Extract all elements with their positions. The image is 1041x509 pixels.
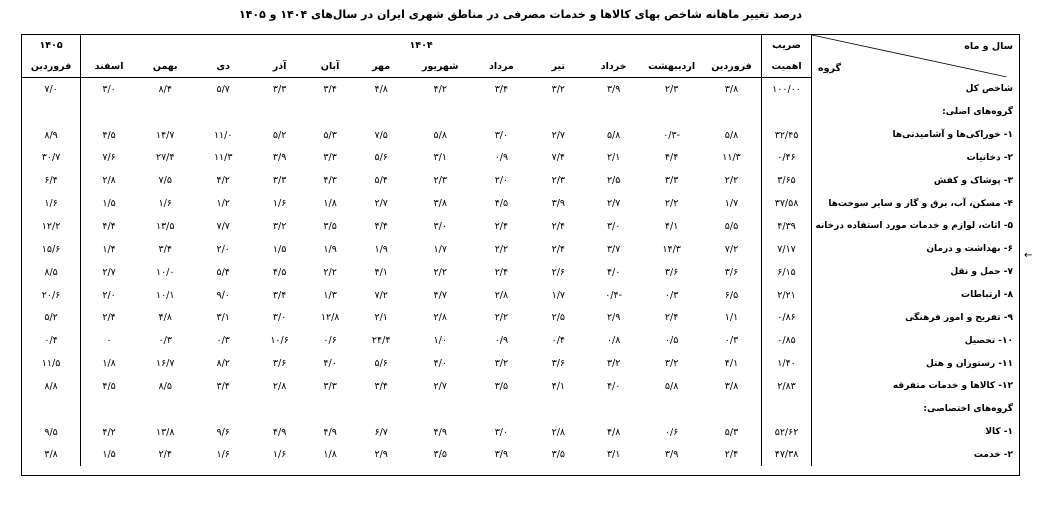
- value-cell: ۳/۳: [272, 175, 287, 187]
- value-cell: ۶/۷: [374, 426, 388, 438]
- value-cell: ۱/۸: [323, 449, 337, 461]
- value-cell: ۷/۲: [724, 243, 739, 255]
- month-header: فروردین: [702, 56, 762, 78]
- value-1405-cell: ۰/۴: [44, 335, 58, 347]
- value-cell: ۰/۳: [664, 289, 679, 301]
- value-cell: ۱۰/۰: [155, 266, 175, 278]
- value-cell: ۰/۶: [664, 426, 679, 438]
- value-cell: ۸/۴: [158, 83, 172, 95]
- value-cell: [253, 398, 306, 421]
- table-row: [22, 306, 1019, 329]
- value-cell: [531, 398, 586, 421]
- value-cell: ۲/۸: [81, 169, 137, 192]
- value-1405-cell: [22, 398, 81, 421]
- value-cell: ۲/۳: [664, 83, 679, 95]
- row-label: ۱- کالا: [812, 421, 1019, 444]
- value-cell: ۴/۵: [81, 375, 137, 398]
- value-cell: ۵/۸: [606, 129, 621, 141]
- table-row: [22, 192, 1019, 215]
- value-cell: [354, 101, 408, 124]
- table-row: [22, 215, 1019, 238]
- group-heading-row: [22, 398, 1019, 421]
- value-cell: ۳/۰: [272, 312, 287, 324]
- table-row: [22, 375, 1019, 398]
- value-cell: ۲/۱: [606, 152, 621, 164]
- month-header: دی: [193, 56, 253, 78]
- value-cell: ۷/۴: [551, 152, 566, 164]
- row-label: ۶- بهداشت و درمان: [812, 238, 1019, 261]
- value-cell: ۳/۴: [272, 289, 287, 301]
- value-cell: ۰/۳: [158, 335, 172, 347]
- value-cell: ۴/۴: [81, 215, 137, 238]
- value-cell: ۲/۹: [606, 312, 621, 324]
- corner-label-group: گروه: [818, 62, 841, 74]
- value-cell: ۱۳/۵: [155, 220, 175, 232]
- value-cell: [137, 398, 193, 421]
- value-cell: [408, 398, 472, 421]
- value-cell: ۱/۷: [551, 289, 566, 301]
- month-header: اسفند: [81, 56, 137, 78]
- weight-cell: ۰/۸۶: [762, 306, 812, 329]
- value-cell: ۳/۳: [272, 83, 287, 95]
- value-cell: ۳/۲: [272, 220, 287, 232]
- value-cell: ۱۲/۸: [320, 312, 340, 324]
- value-cell: ۳/۵: [323, 220, 337, 232]
- value-cell: ۱/۴: [81, 238, 137, 261]
- value-cell: ۴/۹: [323, 426, 337, 438]
- value-cell: ۴/۰: [606, 380, 621, 392]
- value-cell: ۴/۹: [433, 426, 447, 438]
- corner-header-cell: [812, 35, 1019, 78]
- weight-cell: ۰/۴۶: [762, 147, 812, 170]
- weight-header: ضریب: [762, 35, 812, 56]
- row-label: ۱۱- رستوران و هتل: [812, 352, 1019, 375]
- value-cell: ۳/۸: [433, 198, 447, 210]
- value-cell: ۴/۷: [433, 289, 447, 301]
- value-cell: ۳/۳: [323, 380, 337, 392]
- row-label: ۱۰- تحصیل: [812, 329, 1019, 352]
- value-cell: ۱۱/۳: [213, 152, 233, 164]
- value-cell: ۵/۸: [724, 129, 739, 141]
- row-label: ۳- پوشاک و کفش: [812, 169, 1019, 192]
- value-cell: ۰/۹: [494, 152, 509, 164]
- value-cell: ۴/۱: [724, 358, 739, 370]
- weight-cell: ۲/۲۱: [762, 284, 812, 307]
- value-cell: ۳/۳: [664, 175, 679, 187]
- value-cell: ۴/۲: [81, 421, 137, 444]
- value-cell: ۴/۱: [664, 220, 679, 232]
- value-cell: ۳/۴: [494, 83, 509, 95]
- table-row: [22, 421, 1019, 444]
- value-cell: ۲/۷: [551, 129, 566, 141]
- corner-label-year-month: سال و ماه: [964, 41, 1013, 52]
- value-cell: ۲/۸: [433, 312, 447, 324]
- value-cell: ۷/۶: [81, 147, 137, 170]
- group-heading: گروه‌های اختصاصی:: [812, 398, 1019, 421]
- value-cell: ۱/۸: [323, 198, 337, 210]
- value-cell: ۱/۷: [433, 243, 447, 255]
- weight-cell: ۱۰۰/۰۰: [762, 78, 812, 101]
- value-cell: ۳/۶: [664, 266, 679, 278]
- value-cell: ۳/۶: [551, 358, 566, 370]
- table-row: [22, 169, 1019, 192]
- group-heading-row: [22, 101, 1019, 124]
- value-cell: [472, 101, 531, 124]
- value-cell: ۵/۳: [323, 129, 337, 141]
- value-cell: ۳/۱: [433, 152, 447, 164]
- value-cell: ۷/۵: [374, 129, 388, 141]
- weight-cell: ۷/۱۷: [762, 238, 812, 261]
- cpi-table-frame: [21, 34, 1020, 476]
- value-1405-cell: ۷/۰: [44, 83, 58, 95]
- value-cell: ۱/۶: [216, 449, 230, 461]
- value-cell: ۳/۰: [433, 220, 447, 232]
- value-cell: ۲/۳: [433, 175, 447, 187]
- value-cell: ۳/۲: [494, 358, 509, 370]
- value-cell: ۳/۲: [664, 358, 679, 370]
- value-cell: ۳/۹: [551, 198, 566, 210]
- weight-cell: [762, 398, 812, 421]
- row-label: ۱۲- کالاها و خدمات متفرقه: [812, 375, 1019, 398]
- group-heading: گروه‌های اصلی:: [812, 101, 1019, 124]
- value-cell: ۴/۴: [664, 152, 679, 164]
- value-cell: ۵/۸: [664, 380, 679, 392]
- value-cell: ۱۶/۷: [155, 358, 175, 370]
- value-cell: [586, 101, 641, 124]
- value-cell: ۱۳/۸: [155, 426, 175, 438]
- value-cell: ۱۰/۶: [270, 335, 289, 347]
- value-cell: ۷/۷: [216, 220, 230, 232]
- value-cell: ۳/۳: [323, 152, 337, 164]
- value-cell: ۳/۷: [606, 243, 621, 255]
- value-cell: ۴/۱: [551, 380, 566, 392]
- value-cell: ۳/۶: [724, 266, 739, 278]
- month-header: اردیبهشت: [641, 56, 702, 78]
- value-cell: ۳/۴: [374, 380, 388, 392]
- value-cell: ۱/۵: [81, 444, 137, 467]
- value-cell: ۲/۸: [551, 426, 566, 438]
- value-cell: ۱۴/۳: [662, 243, 681, 255]
- value-cell: [193, 398, 253, 421]
- value-1405-cell: ۶/۴: [44, 175, 58, 187]
- value-1405-cell: ۵/۲: [44, 312, 58, 324]
- value-cell: ۲/۴: [551, 220, 566, 232]
- value-cell: ۲/۰: [81, 284, 137, 307]
- value-cell: ۳/۹: [664, 449, 679, 461]
- value-cell: ۴/۸: [374, 83, 388, 95]
- value-cell: ۲/۲: [433, 266, 447, 278]
- value-cell: ۱/۹: [374, 243, 388, 255]
- value-cell: ۸/۲: [216, 358, 230, 370]
- year-1404-header: ۱۴۰۴: [81, 35, 762, 56]
- value-1405-cell: ۸/۹: [44, 129, 58, 141]
- value-cell: ۳/۵: [433, 449, 447, 461]
- value-cell: -۰/۳: [663, 129, 681, 141]
- value-cell: ۲/۳: [551, 175, 566, 187]
- value-cell: ۲/۷: [81, 261, 137, 284]
- value-1405-cell: ۱/۶: [44, 198, 58, 210]
- value-cell: [702, 398, 762, 421]
- value-cell: ۴/۳: [323, 175, 337, 187]
- value-cell: ۵/۶: [374, 152, 388, 164]
- value-cell: ۳/۵: [494, 380, 509, 392]
- row-label: ۱- خوراکی‌ها و آشامیدنی‌ها: [812, 124, 1019, 147]
- value-cell: ۲/۸: [494, 289, 509, 301]
- value-cell: ۲/۷: [433, 380, 447, 392]
- value-1405-cell: [22, 101, 81, 124]
- value-cell: ۳/۴: [158, 243, 172, 255]
- cpi-table: [22, 35, 1019, 466]
- row-label: ۲- دخانیات: [812, 147, 1019, 170]
- value-1405-cell: ۳/۸: [44, 449, 58, 461]
- value-cell: ۲/۵: [551, 312, 566, 324]
- value-cell: ۲/۴: [494, 220, 509, 232]
- value-cell: ۲۴/۴: [371, 335, 391, 347]
- month-header: مهر: [354, 56, 408, 78]
- value-cell: [586, 398, 641, 421]
- value-cell: ۳/۱: [216, 312, 230, 324]
- value-cell: ۱/۹: [323, 243, 337, 255]
- value-cell: ۲/۵: [606, 175, 621, 187]
- value-cell: [702, 101, 762, 124]
- value-cell: ۳/۹: [494, 449, 509, 461]
- value-cell: ۰/۳: [216, 335, 230, 347]
- value-cell: ۱/۷: [724, 198, 739, 210]
- value-cell: ۴/۸: [158, 312, 172, 324]
- value-cell: ۲/۲: [494, 312, 509, 324]
- value-cell: ۷/۲: [374, 289, 388, 301]
- value-cell: ۳/۰: [494, 426, 509, 438]
- table-row: [22, 78, 1019, 101]
- value-cell: ۹/۰: [216, 289, 230, 301]
- value-cell: ۳/۰: [606, 220, 621, 232]
- value-cell: ۴/۰: [433, 358, 447, 370]
- value-cell: ۳/۴: [323, 83, 337, 95]
- value-cell: ۱/۶: [158, 198, 172, 210]
- value-1405-cell: ۳۰/۷: [41, 152, 61, 164]
- value-cell: [408, 101, 472, 124]
- value-cell: ۳/۲: [606, 358, 621, 370]
- value-cell: ۱/۶: [272, 449, 287, 461]
- weight-cell: ۴/۳۹: [762, 215, 812, 238]
- value-cell: ۲/۱: [374, 312, 388, 324]
- value-cell: ۱۱/۰: [213, 129, 233, 141]
- value-cell: ۰/۳: [724, 335, 739, 347]
- value-cell: ۵/۴: [216, 266, 230, 278]
- side-arrow-icon: ←: [1024, 250, 1033, 261]
- value-cell: [81, 101, 137, 124]
- value-cell: ۰/۶: [323, 335, 337, 347]
- value-cell: ۱۴/۷: [155, 129, 175, 141]
- month-header: شهریور: [408, 56, 472, 78]
- value-cell: ۷/۵: [158, 175, 172, 187]
- value-cell: ۳/۲: [551, 83, 566, 95]
- value-cell: ۳/۰: [81, 78, 137, 101]
- value-cell: ۲/۴: [551, 243, 566, 255]
- value-1405-cell: ۱۵/۶: [41, 243, 61, 255]
- row-label: ۲- خدمت: [812, 444, 1019, 467]
- value-cell: ۴/۸: [606, 426, 621, 438]
- weight-cell: ۳۷/۵۸: [762, 192, 812, 215]
- value-cell: ۱۰/۱: [155, 289, 175, 301]
- value-cell: ۲/۹: [374, 449, 388, 461]
- table-row: [22, 238, 1019, 261]
- weight-cell: ۵۲/۶۲: [762, 421, 812, 444]
- value-cell: ۴/۲: [433, 83, 447, 95]
- value-cell: -۰/۴: [605, 289, 623, 301]
- value-cell: ۳/۰: [494, 129, 509, 141]
- value-cell: ۲/۶: [551, 266, 566, 278]
- value-cell: [472, 398, 531, 421]
- value-1405-cell: ۱۲/۲: [41, 220, 61, 232]
- value-cell: ۱/۶: [272, 198, 287, 210]
- value-cell: ۲/۴: [494, 266, 509, 278]
- value-1405-cell: ۲۰/۶: [41, 289, 61, 301]
- month-header: آبان: [306, 56, 354, 78]
- value-cell: [354, 398, 408, 421]
- value-cell: ۵/۴: [374, 175, 388, 187]
- weight-cell: ۶/۱۵: [762, 261, 812, 284]
- value-cell: ۴/۴: [374, 220, 388, 232]
- value-1405-cell: ۸/۸: [44, 380, 58, 392]
- value-cell: ۳/۵: [551, 449, 566, 461]
- value-cell: ۰/۸: [606, 335, 621, 347]
- value-cell: ۳/۸: [724, 83, 739, 95]
- weight-cell: ۳۲/۴۵: [762, 124, 812, 147]
- value-cell: [641, 101, 702, 124]
- value-cell: ۴/۵: [494, 198, 509, 210]
- value-cell: ۴/۲: [216, 175, 230, 187]
- table-row: [22, 352, 1019, 375]
- value-cell: [253, 101, 306, 124]
- value-cell: ۳/۶: [272, 358, 287, 370]
- year-1405-header: ۱۴۰۵: [39, 40, 63, 51]
- value-cell: ۴/۵: [272, 266, 287, 278]
- month-header: بهمن: [137, 56, 193, 78]
- value-cell: ۵/۳: [724, 426, 739, 438]
- value-cell: ۲/۴: [724, 449, 739, 461]
- value-1405-cell: ۹/۵: [44, 426, 58, 438]
- row-label: ۵- اثاث، لوازم و خدمات مورد استفاده درخانه: [812, 215, 1019, 238]
- value-cell: ۲/۴: [158, 449, 172, 461]
- value-cell: ۱/۳: [323, 289, 337, 301]
- table-row: [22, 444, 1019, 467]
- value-cell: ۸/۵: [158, 380, 172, 392]
- table-row: [22, 261, 1019, 284]
- weight-cell: ۱/۴۰: [762, 352, 812, 375]
- value-cell: ۴/۱: [374, 266, 388, 278]
- value-cell: ۳/۹: [606, 83, 621, 95]
- value-cell: ۲/۴: [664, 312, 679, 324]
- value-cell: ۱۱/۳: [722, 152, 741, 164]
- row-label: ۴- مسکن، آب، برق و گاز و سایر سوخت‌ها: [812, 192, 1019, 215]
- value-cell: ۱/۲: [216, 198, 230, 210]
- weight-cell: ۰/۸۵: [762, 329, 812, 352]
- value-cell: ۲/۰: [216, 243, 230, 255]
- value-cell: [193, 101, 253, 124]
- value-cell: ۴/۹: [272, 426, 287, 438]
- month-header: تیر: [531, 56, 586, 78]
- value-cell: ۰: [81, 329, 137, 352]
- table-row: [22, 329, 1019, 352]
- weight-cell: [762, 101, 812, 124]
- value-cell: ۲/۲: [724, 175, 739, 187]
- value-cell: ۵/۸: [433, 129, 447, 141]
- row-label: ۹- تفریح و امور فرهنگی: [812, 306, 1019, 329]
- value-cell: ۳/۴: [216, 380, 230, 392]
- value-cell: ۵/۵: [724, 220, 739, 232]
- value-cell: [306, 101, 354, 124]
- value-cell: [641, 398, 702, 421]
- value-cell: ۰/۹: [494, 335, 509, 347]
- value-cell: ۱/۸: [81, 352, 137, 375]
- value-cell: ۶/۵: [724, 289, 739, 301]
- value-cell: ۱/۵: [272, 243, 287, 255]
- value-cell: ۲۷/۴: [155, 152, 175, 164]
- value-cell: ۱/۵: [81, 192, 137, 215]
- value-cell: ۰/۵: [664, 335, 679, 347]
- table-title: درصد تغییر ماهانه شاخص بهای کالاها و خدمات مصرفی در مناطق شهری ایران در سال‌های ۱۴۰۴ و ۱۴۰۵: [238, 8, 803, 21]
- row-label: ۸- ارتباطات: [812, 284, 1019, 307]
- value-cell: [531, 101, 586, 124]
- value-cell: ۲/۸: [272, 380, 287, 392]
- value-cell: ۹/۶: [216, 426, 230, 438]
- month-header: آذر: [253, 56, 306, 78]
- value-cell: ۴/۵: [81, 124, 137, 147]
- value-cell: ۲/۲: [664, 198, 679, 210]
- value-1405-cell: ۸/۵: [44, 266, 58, 278]
- month-header: مرداد: [472, 56, 531, 78]
- value-cell: ۲/۲: [323, 266, 337, 278]
- value-cell: [137, 101, 193, 124]
- value-cell: ۴/۰: [323, 358, 337, 370]
- value-cell: ۳/۸: [724, 380, 739, 392]
- value-cell: ۲/۰: [494, 175, 509, 187]
- value-cell: [81, 398, 137, 421]
- value-cell: ۱/۰: [433, 335, 447, 347]
- value-cell: ۳/۱: [606, 449, 621, 461]
- value-cell: ۴/۰: [606, 266, 621, 278]
- month-1405-header: فروردین: [22, 56, 81, 78]
- value-cell: ۵/۲: [272, 129, 287, 141]
- value-cell: ۱/۱: [724, 312, 739, 324]
- month-header: خرداد: [586, 56, 641, 78]
- table-row: [22, 124, 1019, 147]
- table-row: [22, 147, 1019, 170]
- value-cell: ۰/۴: [551, 335, 566, 347]
- value-cell: ۵/۷: [216, 83, 230, 95]
- table-row: [22, 284, 1019, 307]
- value-cell: [306, 398, 354, 421]
- table-body: [22, 78, 1019, 467]
- value-cell: ۲/۲: [494, 243, 509, 255]
- row-label: شاخص کل: [812, 78, 1019, 101]
- value-cell: ۳/۹: [272, 152, 287, 164]
- weight-cell: ۳/۶۵: [762, 169, 812, 192]
- value-cell: ۲/۷: [374, 198, 388, 210]
- weight-header-2: اهمیت: [762, 56, 812, 78]
- value-cell: ۲/۴: [81, 306, 137, 329]
- weight-cell: ۴۷/۳۸: [762, 444, 812, 467]
- value-1405-cell: ۱۱/۵: [41, 358, 61, 370]
- row-label: ۷- حمل و نقل: [812, 261, 1019, 284]
- weight-cell: ۲/۸۳: [762, 375, 812, 398]
- value-cell: ۲/۷: [606, 198, 621, 210]
- value-cell: ۵/۶: [374, 358, 388, 370]
